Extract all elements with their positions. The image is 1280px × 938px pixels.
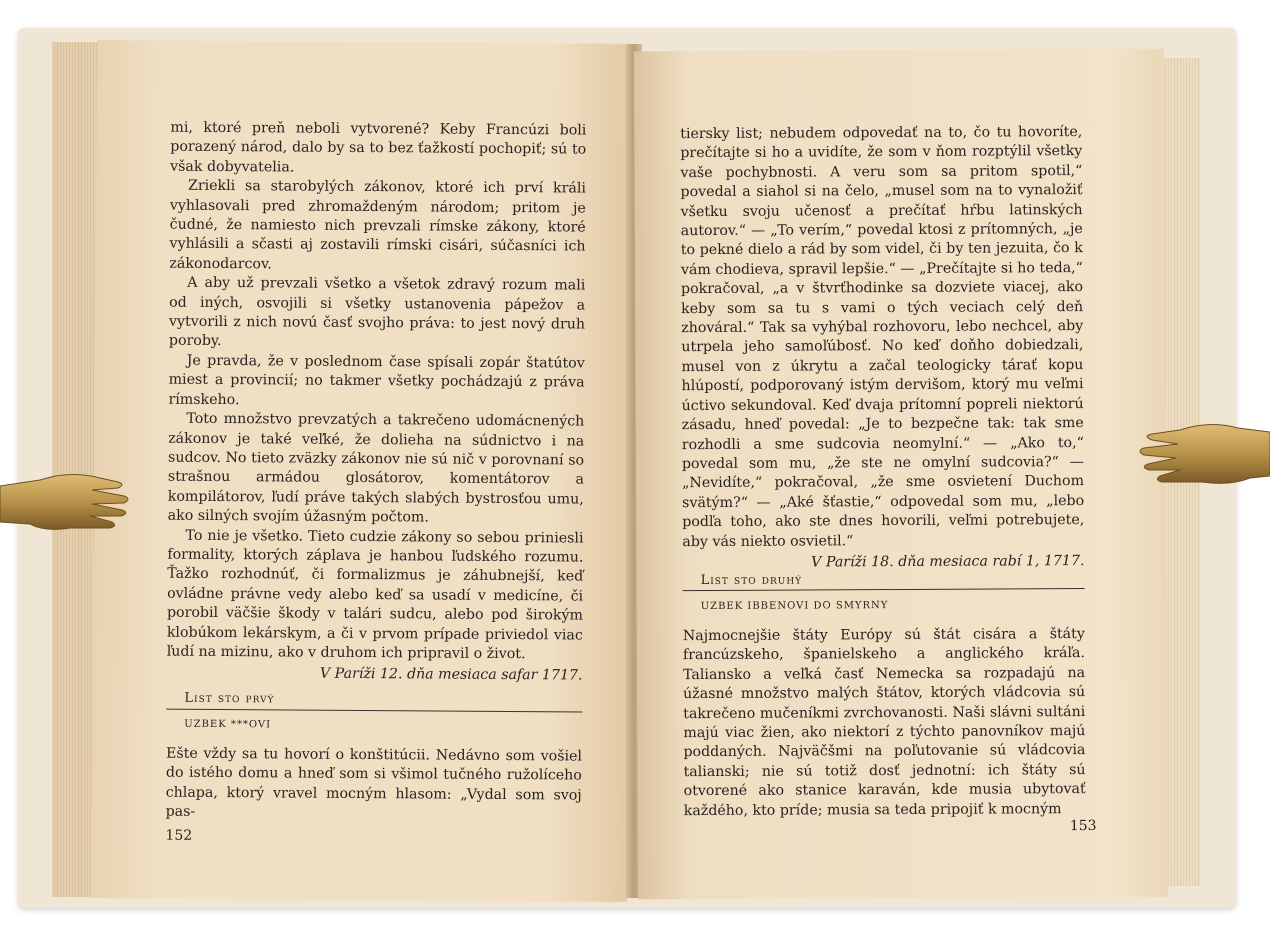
left-paragraph-6: To nie je všetko. Tieto cudzie zákony so sebou priniesli formality, ktorých záplava je hanbou ľudského rozumu. Ťažko rozhodnúť, či formalizmus je záhubnejší, keď ovládne právne vedy alebo keď sa usadí v medicíne, či porobil väčšie škody v talári sudcu, alebo pod širokým klobúkom lekárskym, a či v prvom prípade priviedol viac ľudí na mizinu, ako v druhom ich pripravil o život. [166, 527, 584, 663]
left-letter-body [166, 745, 583, 826]
right-paragraph-1: tiersky list; nebudem odpovedať na to, čo tu hovoríte, prečítajte si ho a uvidíte, že som v ňom rozptýlil všetky vaše pochybnosti. A veru som sa pritom spotil,“ povedal a siahol si na čelo, „musel som na to vynaložiť všetku svoju učenosť a prečítať hŕbu latinských autorov.“ — „To verím,“ povedal ktosi z prítomných, „je to pekné dielo a rád by som videl, či by ten jezuita, čo k vám chodieva, spravil lepšie.“ — „Prečítajte si ho teda,“ pokračoval, „a v štvrťhodinke sa dozviete viacej, ako keby som sa tu s vami o tých veciach celý deň zhováral.“ Tak sa vyhýbal rozhovoru, lebo nechcel, aby utrpela jeho samoľúbosť. No keď doňho dobiedzali, musel von z úkrytu a začal teologicky tárať kopu hlúpostí, podporovaný istým dervišom, ktorý mu veľmi úctivo sekundoval. Keď dvaja prítomní popreli niektorú zásadu, hneď povedal: „Je to bezpečne tak: tak sme rozhodli a sme sudcovia neomylní.“ — „Ako to,“ povedal som mu, „že ste ne omylní sudcovia?“ — „Nevidíte,“ pokračoval, „že sme osvietení Duchom svätým?“ — „Aké šťastie,“ odpovedal som mu, „lebo podľa toho, ako ste dnes hovorili, veľmi potrebujete, aby vás niekto osvietil.“ [680, 124, 1085, 550]
right-letter-heading: List sto druhý [700, 572, 803, 589]
left-letter-subheading: UZBEK ***OVI [184, 718, 272, 731]
left-heading-rule [166, 709, 582, 713]
left-letter-heading: List sto prvý [184, 690, 275, 707]
right-page [634, 49, 1168, 900]
left-paragraph-1: mi, ktoré preň neboli vytvorené? Keby Francúzi boli porazený národ, dalo by sa to bez ťažkostí pochopiť; sú to však dobyvatelia. [170, 119, 587, 176]
right-page-number: 153 [1069, 817, 1097, 835]
left-page-number: 152 [165, 827, 193, 844]
right-letter-body [683, 625, 1086, 821]
left-paragraph-3: A aby už prevzali všetko a všetok zdravý rozum mali od iných, osvojili si všetky ustanovenia pápežov a vytvorili z nich novú časť svojho práva: to jest nový druh poroby. [168, 275, 586, 350]
left-page-body [167, 119, 587, 687]
right-signature: V Paríži 18. dňa mesiaca rabí 1, 1717. [811, 552, 1085, 571]
left-page [91, 40, 633, 902]
left-paragraph-5: Toto množstvo prevzatých a takrečeno udomácnených zákonov je také veľké, že dolieha na súdnictvo i na sudcov. No tieto zväzky zákonov nie sú nič v porovnaní so strašnou armádou glosátorov, komentátorov a kompilátorov, ľudí práve takých slabých bystrosťou umu, ako silných svojím úžasným počtom. [167, 410, 585, 526]
brass-hand-clip-icon [1130, 418, 1270, 490]
left-paragraph-2: Zriekli sa starobylých zákonov, ktoré ich prví králi vyhlasovali pred zhromaždeným národom; pritom je čudné, že namiesto nich prevzali rímske zákony, ktoré vyhlásili a sčasti aj zostavili rímski cisári, súčasníci ich zákonodarcov. [169, 177, 587, 273]
left-paragraph-4: Je pravda, že v poslednom čase spísali zopár štatútov miest a provincií; no takmer všetky pochádzajú z práva rímskeho. [168, 352, 585, 408]
right-letter-text: Najmocnejšie štáty Európy sú štát cisára a štáty francúzskeho, španielskeho a anglického kráľa. Taliansko a veľká časť Nemecka sa rozpadajú na úžasné množstvo malých štátov, ktorých vládcovia sú takrečeno mučeníkmi zvrchovanosti. Naši slávni sultáni majú viac žien, ako niektorí z týchto panovníkov majú poddaných. Najväčšmi na poľutovanie sú vládcovia talianski; nie sú totiž dosť jednotní: ich štáty sú otvorené ako stanice karaván, kde musia ubytovať každého, kto príde; musia sa teda pripojiť k mocným [682, 626, 1086, 819]
left-letter-text: Ešte vždy sa tu hovorí o konštitúcii. Nedávno som vošiel do istého domu a hneď som si všimol tučného ružolíceho chlapa, ktorý vravel mocným hlasom: „Vydal som svoj pas- [165, 745, 583, 821]
right-letter-subheading: UZBEK IBBENOVI DO SMYRNY [700, 600, 889, 613]
right-page-body [680, 123, 1084, 573]
brass-hand-clip-icon [0, 466, 140, 538]
left-signature: V Paríži 12. dňa mesiaca safar 1717. [319, 666, 583, 684]
